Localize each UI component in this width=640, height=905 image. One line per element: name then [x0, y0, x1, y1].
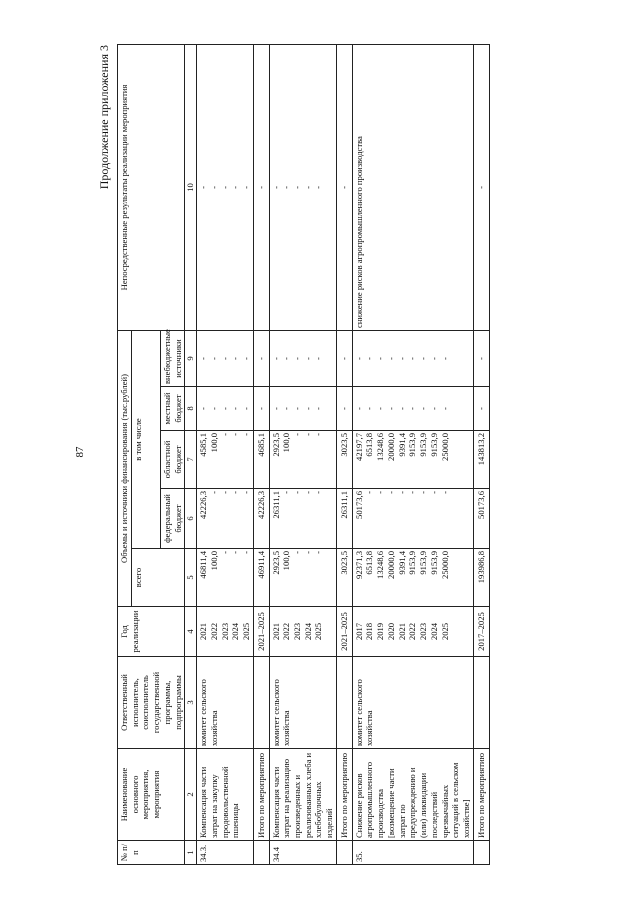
total-federal: 26311,1 [336, 489, 352, 549]
total-row [336, 44, 352, 864]
measure-name: Снижение рисков агропромышленного производства [возмещение части затрат по предупреждению и (или) ликвидации последствий чрезвычайных ситуаций в сельском хозяйстве] [352, 749, 473, 841]
total-sum: 193986,8 [473, 549, 489, 607]
responsible-executor: комитет сельского хозяйства [352, 657, 473, 749]
total-num [473, 841, 489, 865]
col-index: 7 [185, 431, 197, 489]
years-list: 2021 2022 2023 2024 2025 [197, 607, 254, 657]
total-result: - [336, 44, 352, 330]
total-years: 2017–2025 [473, 607, 489, 657]
total-local: - [336, 387, 352, 431]
total-federal: 50173,6 [473, 489, 489, 549]
result-values: - - - - - [269, 44, 336, 330]
continuation-label: Продолжение приложения 3 [97, 45, 111, 190]
row-number: 35. [352, 841, 473, 865]
extra-values: - - - - - - - - - [352, 330, 473, 386]
measure-name: Компенсация части затрат на реализацию произведенных и реализованных хлеба и хлебобулочных изделий [269, 749, 336, 841]
total-resp [253, 657, 269, 749]
header-local: местный бюджет [160, 387, 184, 431]
page-number: 87 [74, 446, 86, 458]
total-years: 2021–2025 [336, 607, 352, 657]
local-values: - - - - - [197, 387, 254, 431]
total-row [253, 44, 269, 864]
header-result: Непосредственные результаты реализации мероприятия [118, 44, 185, 330]
years-list: 2021 2022 2023 2024 2025 [269, 607, 336, 657]
financing-table [117, 44, 490, 865]
total-label: Итого по мероприятию [473, 749, 489, 841]
col-index: 10 [185, 44, 197, 330]
total-regional: 143813,2 [473, 431, 489, 489]
column-index-row [185, 44, 197, 864]
total-local: - [253, 387, 269, 431]
regional-values: 4585,1 100,0 - - - [197, 431, 254, 489]
table-body [197, 44, 489, 864]
extra-values: - - - - - [197, 330, 254, 386]
col-index: 4 [185, 607, 197, 657]
extra-values: - - - - - [269, 330, 336, 386]
responsible-executor: комитет сельского хозяйства [269, 657, 336, 749]
header-federal: федеральный бюджет [160, 489, 184, 549]
total-resp [473, 657, 489, 749]
total-extra: - [473, 330, 489, 386]
total-years: 2021–2025 [253, 607, 269, 657]
header-name: Наименование основного мероприятия, мероприятия [118, 749, 185, 841]
total-values: 46811,4 100,0 - - - [197, 549, 254, 607]
total-local: - [473, 387, 489, 431]
table-row [352, 44, 473, 864]
header-regional: областной бюджет [160, 431, 184, 489]
regional-values: 2923,5 100,0 - - - [269, 431, 336, 489]
row-number: 34.3. [197, 841, 254, 865]
col-index: 1 [185, 841, 197, 865]
header-num: № п/п [118, 841, 185, 865]
total-num [253, 841, 269, 865]
col-index: 6 [185, 489, 197, 549]
table-row [269, 44, 336, 864]
total-extra: - [253, 330, 269, 386]
total-regional: 4685,1 [253, 431, 269, 489]
total-extra: - [336, 330, 352, 386]
measure-name: Компенсация части затрат на закупку продовольственной пшеницы [197, 749, 254, 841]
local-values: - - - - - - - - - [352, 387, 473, 431]
federal-values: 42226,3 - - - - [197, 489, 254, 549]
regional-values: 42197,7 6513,8 13248,6 20000,0 9391,4 9153,9 9153,9 9153,9 25000,0 [352, 431, 473, 489]
local-values: - - - - - [269, 387, 336, 431]
col-index: 3 [185, 657, 197, 749]
total-sum: 3023,5 [336, 549, 352, 607]
total-regional: 3023,5 [336, 431, 352, 489]
responsible-executor: комитет сельского хозяйства [197, 657, 254, 749]
total-label: Итого по мероприятию [253, 749, 269, 841]
result-values: - - - - - [197, 44, 254, 330]
result-values: снижение рисков агропромышленного производства [352, 44, 473, 330]
years-list: 2017 2018 2019 2020 2021 2022 2023 2024 2025 [352, 607, 473, 657]
header-year: Год реализации [118, 607, 185, 657]
total-num [336, 841, 352, 865]
total-result: - [253, 44, 269, 330]
federal-values: 50173,6 - - - - - - - - [352, 489, 473, 549]
col-index: 9 [185, 330, 197, 386]
total-federal: 42226,3 [253, 489, 269, 549]
total-sum: 46911,4 [253, 549, 269, 607]
total-label: Итого по мероприятию [336, 749, 352, 841]
header-extra: внебюджетные источники [160, 330, 184, 386]
header-total: всего [131, 549, 185, 607]
header-incl: в том числе [131, 330, 160, 548]
col-index: 2 [185, 749, 197, 841]
rotated-page [95, 45, 640, 865]
total-row [473, 44, 489, 864]
table-row [197, 44, 254, 864]
header-volumes: Объемы и источники финансирования (тыс.рублей) [118, 330, 132, 606]
col-index: 8 [185, 387, 197, 431]
total-resp [336, 657, 352, 749]
total-values: 92371,3 6513,8 13248,6 20000,0 9391,4 9153,9 9153,9 9153,9 25000,0 [352, 549, 473, 607]
col-index: 5 [185, 549, 197, 607]
header-resp: Ответственный исполнитель, соисполнитель государственной программы, подпрограммы [118, 657, 185, 749]
federal-values: 26311,1 - - - - [269, 489, 336, 549]
total-result: - [473, 44, 489, 330]
row-number: 34.4 [269, 841, 336, 865]
total-values: 2923,5 100,0 - - - [269, 549, 336, 607]
